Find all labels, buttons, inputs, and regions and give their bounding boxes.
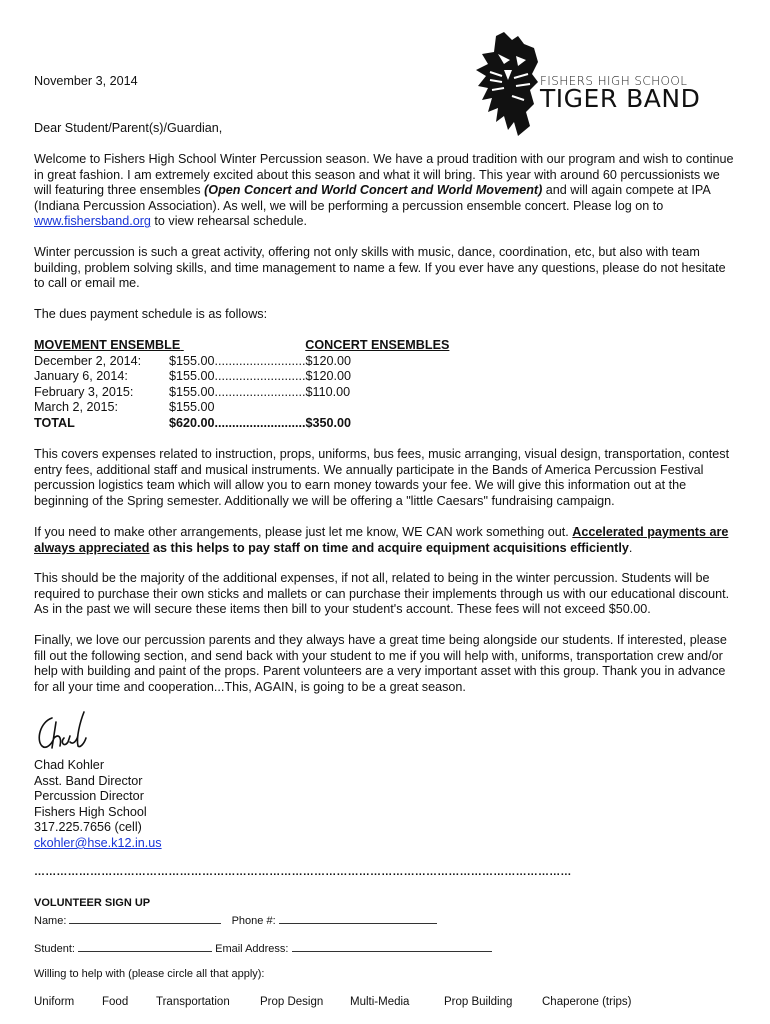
band-website-link[interactable]: www.fishersband.org [34,214,151,229]
phone-field[interactable] [279,912,437,924]
salutation: Dear Student/Parent(s)/Guardian, [34,121,223,135]
option-chaperone[interactable]: Chaperone (trips) [542,996,632,1008]
movement-ensemble-header: MOVEMENT ENSEMBLE [34,338,181,352]
letter-date: November 3, 2014 [34,74,138,88]
signer-title-2: Percussion Director [34,789,144,804]
option-food[interactable]: Food [102,996,129,1008]
signature-block [34,758,162,852]
dues-row: December 2, 2014: $155.00..........................$120.00 [34,353,352,368]
concert-ensembles-header: CONCERT ENSEMBLES [305,338,450,352]
cut-divider: ……………………………………………………………………………………………………………………………… [34,866,572,878]
logo-school-name: FISHERS HIGH SCHOOL [540,74,688,88]
activity-paragraph: Winter percussion is such a great activity, offering not only skills with music, dance, coordination, etc, but also with team building, problem solving skills, and time management to name a few. If you ever have any questions, please do not hesitate to call or email me. [34,245,726,291]
volunteer-options [34,996,734,1012]
dues-row: February 3, 2015: $155.00..........................$110.00 [34,384,351,399]
logo-band-name: TIGER BAND [540,84,701,113]
signer-title-1: Asst. Band Director [34,773,143,788]
email-address-field[interactable] [292,940,492,952]
dues-table [34,338,449,432]
option-prop-building[interactable]: Prop Building [444,996,513,1008]
supplies-paragraph: This should be the majority of the additional expenses, if not all, related to being in the winter percussion. Students will be required to purchase their own sticks and mallets or can purchase their implements through us with our educational discount. As in the past we will secure these items then bill to your student's account. These fees will not exceed $50.00. [34,571,730,617]
intro-paragraph: Welcome to Fishers High School Winter Percussion season. We have a proud tradition with our program and wish to continue in great fashion. I am extremely excited about this season and what it will bring. This year with around 60 percussionists we will featuring three ensembles (Open Concert and World Concert and World Movement) and will again compete at IPA (Indiana Percussion Association). As well, we will be performing a percussion ensemble concert. Please log on to www.fishersband.org to view rehearsal schedule. [34,152,734,229]
arrangements-paragraph: If you need to make other arrangements, please just let me know, WE CAN work something out. Accelerated payments are always appreciated as this helps to pay staff on time and acquire equipment acquisitions efficiently. [34,525,729,555]
band-logo [468,30,701,142]
handwritten-signature [34,708,94,758]
name-field[interactable] [69,912,221,924]
dues-total-row: TOTAL $620.00..........................$350.00 [34,415,352,430]
option-multi-media[interactable]: Multi-Media [350,996,410,1008]
dues-row: January 6, 2014: $155.00..........................$120.00 [34,369,352,384]
signer-name: Chad Kohler [34,758,105,772]
volunteer-title: VOLUNTEER SIGN UP [34,897,151,909]
expenses-paragraph: This covers expenses related to instruction, props, uniforms, bus fees, music arranging, visual design, transportation, contest entry fees, additional staff and musical instruments. We annually participate in the Bands of America Percussion Festival percussion logistics team which will allow you to earn money towards your fee. We will give this information out at the beginning of the Spring semester. Additionally we will be offering a "little Caesars" fundraising campaign. [34,447,730,508]
signer-school: Fishers High School [34,804,147,819]
willing-label: Willing to help with (please circle all that apply): [34,968,265,980]
ensembles-highlight: (Open Concert and World Concert and World Movement) [204,183,543,198]
option-prop-design[interactable]: Prop Design [260,996,324,1008]
signer-email-link[interactable]: ckohler@hse.k12.in.us [34,835,162,850]
dues-row: March 2, 2015: $155.00 [34,400,215,415]
closing-paragraph: Finally, we love our percussion parents and they always have a great time being alongside our students. If interested, please fill out the following section, and send back with your student to me if you will help with, uniforms, transportation crew and/or help with building and paint of the props. Parent volunteers are a very important asset with this group. Thank you in advance for all your time and cooperation...This, AGAIN, is going to be a great season. [34,633,727,694]
volunteer-student-row: Student: Email Address: [34,940,492,955]
dues-intro: The dues payment schedule is as follows: [34,307,268,321]
volunteer-name-row: Name: Phone #: [34,912,437,927]
option-transportation[interactable]: Transportation [156,996,230,1008]
signature-mark [34,708,94,758]
tiger-head-icon [468,30,548,140]
signer-phone: 317.225.7656 (cell) [34,820,142,835]
option-uniform[interactable]: Uniform [34,996,75,1008]
dues-header-row [34,338,449,354]
student-field[interactable] [78,940,212,952]
